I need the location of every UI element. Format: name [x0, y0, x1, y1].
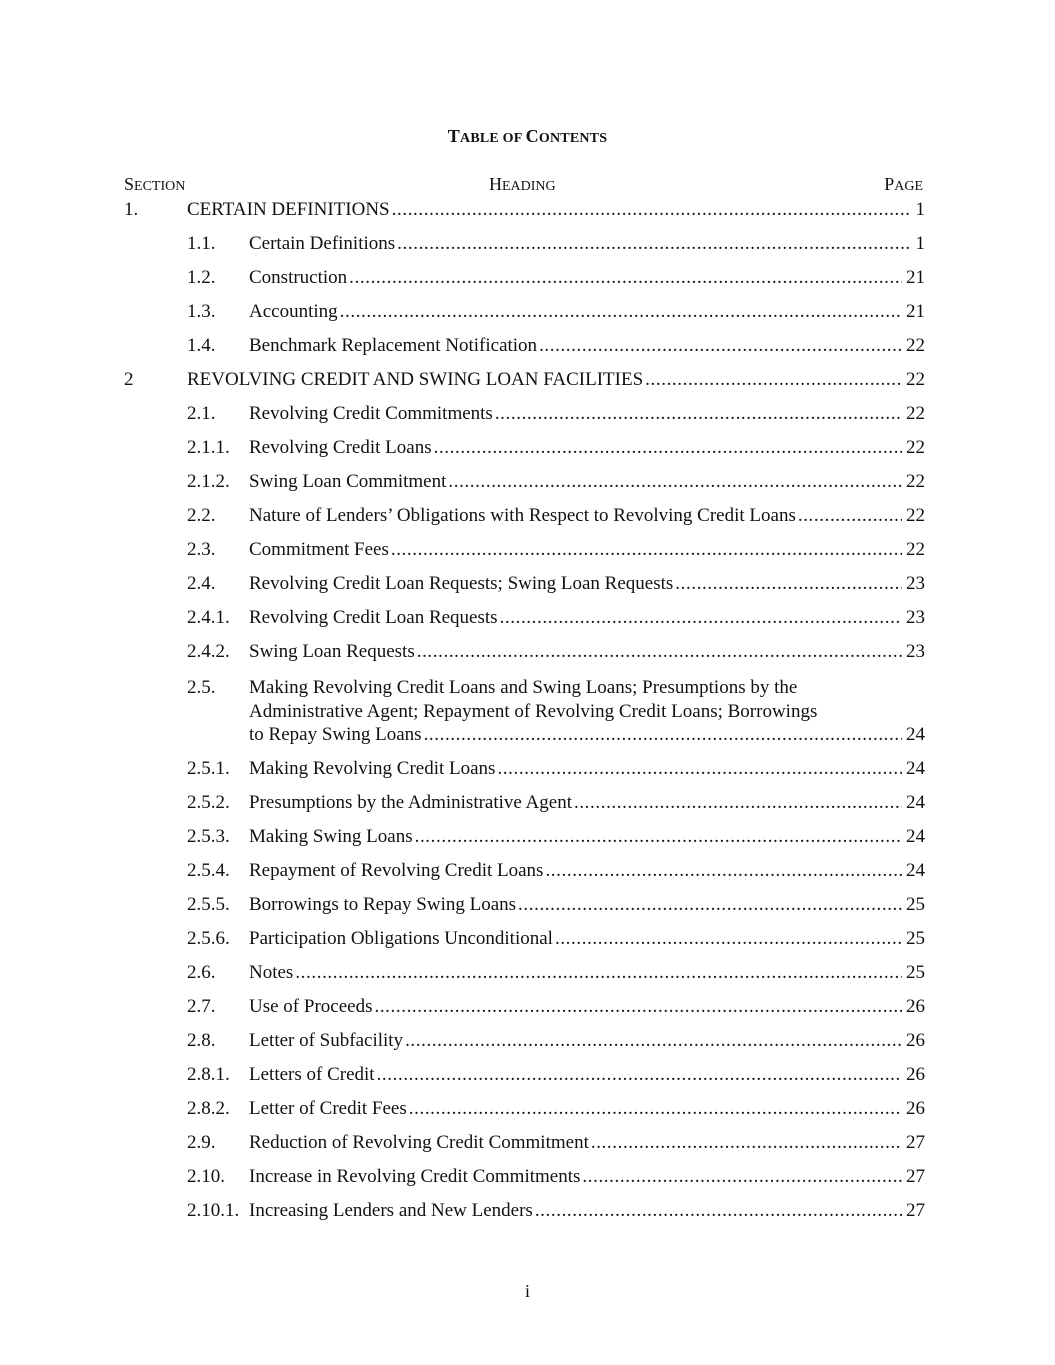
toc-entry-page: 27 — [906, 1200, 925, 1221]
toc-entry-heading: Swing Loan Commitment — [249, 469, 448, 495]
toc-entry-page: 26 — [906, 1064, 925, 1085]
toc-entry-number: 2.1.1. — [187, 437, 230, 458]
toc-entry-page: 22 — [906, 335, 925, 356]
toc-entry-2-10[interactable] — [0, 1164, 1055, 1190]
toc-entry-page: 22 — [906, 471, 925, 492]
toc-entry-page: 22 — [906, 369, 925, 390]
toc-leader-dots — [448, 469, 902, 495]
toc-entry-page: 26 — [906, 996, 925, 1017]
toc-entry-heading: REVOLVING CREDIT AND SWING LOAN FACILITIES — [187, 367, 645, 393]
toc-entry-2-2[interactable] — [0, 503, 1055, 529]
toc-leader-dots — [405, 1028, 902, 1054]
toc-entry-heading: Swing Loan Requests — [249, 639, 417, 665]
toc-entry-page: 25 — [906, 894, 925, 915]
toc-entry-2-1-2[interactable] — [0, 469, 1055, 495]
toc-entry-2-3[interactable] — [0, 537, 1055, 563]
column-header-section — [124, 174, 185, 195]
toc-entry-2-4-1[interactable] — [0, 605, 1055, 631]
toc-leader-dots — [391, 537, 902, 563]
toc-entry-number: 2.4.2. — [187, 641, 230, 662]
toc-entry-number: 2.9. — [187, 1132, 216, 1153]
toc-leader-dots — [518, 892, 902, 918]
toc-leader-dots — [798, 503, 902, 529]
toc-entry-2-5-6[interactable] — [0, 926, 1055, 952]
toc-entry-heading: Revolving Credit Commitments — [249, 401, 495, 427]
toc-entry-2-1-1[interactable] — [0, 435, 1055, 461]
toc-entry-number: 2.10.1. — [187, 1200, 240, 1221]
toc-entry-heading: Increase in Revolving Credit Commitments — [249, 1164, 582, 1190]
toc-entry-number: 2.5.4. — [187, 860, 230, 881]
toc-entry-number: 2.4.1. — [187, 607, 230, 628]
toc-entry-page: 26 — [906, 1030, 925, 1051]
toc-entry-2-5[interactable] — [0, 722, 1055, 748]
toc-entry-heading: Nature of Lenders’ Obligations with Respect to Revolving Credit Loans — [249, 503, 798, 529]
toc-entry-certain-definitions[interactable] — [0, 197, 1055, 223]
column-header-heading — [489, 174, 556, 195]
toc-entry-2-1[interactable] — [0, 401, 1055, 427]
toc-entry-number: 2.6. — [187, 962, 216, 983]
toc-entry-page: 24 — [906, 724, 925, 745]
title-rest-1: ABLE OF — [460, 131, 526, 146]
toc-entry-page: 23 — [906, 573, 925, 594]
toc-entry-2-5-line-1[interactable]: Making Revolving Credit Loans and Swing Loans; Presumptions by the — [249, 677, 798, 698]
toc-leader-dots — [582, 1164, 902, 1190]
title-initial-1: T — [447, 126, 461, 146]
toc-entry-number: 2.8.1. — [187, 1064, 230, 1085]
toc-entry-2-7[interactable] — [0, 994, 1055, 1020]
toc-entry-page: 24 — [906, 860, 925, 881]
toc-entry-page: 24 — [906, 826, 925, 847]
toc-entry-heading: Use of Proceeds — [249, 994, 374, 1020]
toc-leader-dots — [535, 1198, 902, 1224]
toc-leader-dots — [349, 265, 902, 291]
toc-entry-page: 22 — [906, 505, 925, 526]
title-rest-2: ONTENTS — [538, 131, 608, 146]
toc-entry-heading: Presumptions by the Administrative Agent — [249, 790, 574, 816]
toc-leader-dots — [555, 926, 902, 952]
toc-leader-dots — [539, 333, 902, 359]
toc-leader-dots — [574, 790, 902, 816]
toc-entry-heading: Notes — [249, 960, 295, 986]
toc-entry-page: 24 — [906, 792, 925, 813]
toc-entry-page: 22 — [906, 403, 925, 424]
toc-entry-page: 27 — [906, 1166, 925, 1187]
column-header-heading-initial: H — [489, 174, 502, 194]
toc-leader-dots — [409, 1096, 902, 1122]
column-header-page-rest: AGE — [894, 179, 923, 194]
toc-entry-number: 2.7. — [187, 996, 216, 1017]
toc-entry-2-5-4[interactable] — [0, 858, 1055, 884]
toc-entry-heading: Accounting — [249, 299, 340, 325]
toc-leader-dots — [424, 722, 902, 748]
toc-entry-heading: Benchmark Replacement Notification — [249, 333, 539, 359]
toc-entry-heading: Repayment of Revolving Credit Loans — [249, 858, 545, 884]
toc-entry-number: 1.3. — [187, 301, 216, 322]
toc-entry-number: 2.5.1. — [187, 758, 230, 779]
toc-entry-heading: Revolving Credit Loan Requests; Swing Loan Requests — [249, 571, 675, 597]
toc-entry-page: 22 — [906, 437, 925, 458]
toc-entry-number: 2.2. — [187, 505, 216, 526]
toc-entry-2-5-1[interactable] — [0, 756, 1055, 782]
toc-entry-number: 2.1. — [187, 403, 216, 424]
toc-entry-number: 2.5. — [187, 677, 216, 698]
toc-entry-number: 2.1.2. — [187, 471, 230, 492]
column-header-heading-rest: EADING — [502, 179, 556, 194]
toc-leader-dots — [434, 435, 902, 461]
toc-entry-number: 1. — [124, 199, 139, 220]
toc-entry-heading: CERTAIN DEFINITIONS — [187, 197, 392, 223]
toc-entry-heading: Commitment Fees — [249, 537, 391, 563]
toc-entry-2-8[interactable] — [0, 1028, 1055, 1054]
toc-entry-page: 23 — [906, 641, 925, 662]
toc-entry-heading: Revolving Credit Loan Requests — [249, 605, 500, 631]
toc-leader-dots — [675, 571, 902, 597]
column-header-page — [884, 174, 923, 195]
toc-leader-dots — [374, 994, 902, 1020]
toc-entry-heading: Reduction of Revolving Credit Commitment — [249, 1130, 591, 1156]
toc-entry-page: 22 — [906, 539, 925, 560]
toc-entry-1-3[interactable] — [0, 299, 1055, 325]
column-header-section-initial: S — [124, 174, 135, 194]
toc-entry-heading: to Repay Swing Loans — [249, 722, 424, 748]
toc-entry-2-9[interactable] — [0, 1130, 1055, 1156]
toc-entry-revolving-credit[interactable] — [0, 367, 1055, 393]
toc-entry-number: 2.4. — [187, 573, 216, 594]
toc-entry-number: 1.1. — [187, 233, 216, 254]
toc-entry-number: 2.8. — [187, 1030, 216, 1051]
toc-leader-dots — [415, 824, 902, 850]
toc-entry-heading: Letter of Subfacility — [249, 1028, 405, 1054]
toc-entry-2-5-line-2[interactable]: Administrative Agent; Repayment of Revolving Credit Loans; Borrowings — [249, 701, 818, 722]
toc-entry-heading: Increasing Lenders and New Lenders — [249, 1198, 535, 1224]
toc-entry-2-8-2[interactable] — [0, 1096, 1055, 1122]
toc-entry-page: 27 — [906, 1132, 925, 1153]
toc-leader-dots — [397, 231, 911, 257]
toc-entry-page: 25 — [906, 928, 925, 949]
toc-entry-page: 26 — [906, 1098, 925, 1119]
toc-leader-dots — [591, 1130, 902, 1156]
toc-entry-number: 2.5.2. — [187, 792, 230, 813]
toc-leader-dots — [495, 401, 902, 427]
toc-entry-heading: Letters of Credit — [249, 1062, 377, 1088]
toc-entry-page: 1 — [915, 199, 925, 220]
toc-leader-dots — [295, 960, 902, 986]
toc-entry-heading: Making Swing Loans — [249, 824, 415, 850]
column-header-page-initial: P — [884, 174, 895, 194]
toc-leader-dots — [500, 605, 902, 631]
toc-entry-2-5-5[interactable] — [0, 892, 1055, 918]
toc-entry-number: 2.10. — [187, 1166, 225, 1187]
toc-entry-number: 2.3. — [187, 539, 216, 560]
toc-leader-dots — [340, 299, 902, 325]
toc-entry-2-5-3[interactable] — [0, 824, 1055, 850]
toc-entry-1-1[interactable] — [0, 231, 1055, 257]
toc-entry-1-4[interactable] — [0, 333, 1055, 359]
toc-entry-number: 2.8.2. — [187, 1098, 230, 1119]
toc-entry-heading: Certain Definitions — [249, 231, 397, 257]
toc-entry-heading: Participation Obligations Unconditional — [249, 926, 555, 952]
toc-entry-heading: Revolving Credit Loans — [249, 435, 434, 461]
toc-entry-2-5-2[interactable] — [0, 790, 1055, 816]
toc-entry-page: 24 — [906, 758, 925, 779]
page-number: i — [524, 1281, 530, 1301]
toc-entry-2-10-1[interactable] — [0, 1198, 1055, 1224]
toc-entry-page: 1 — [915, 233, 925, 254]
toc-entry-heading: Making Revolving Credit Loans — [249, 756, 497, 782]
toc-entry-number: 2 — [124, 369, 134, 390]
toc-leader-dots — [497, 756, 902, 782]
toc-entry-number: 2.5.6. — [187, 928, 230, 949]
toc-leader-dots — [417, 639, 902, 665]
toc-entry-2-6[interactable] — [0, 960, 1055, 986]
toc-entry-number: 1.2. — [187, 267, 216, 288]
toc-entry-page: 25 — [906, 962, 925, 983]
toc-entry-2-4-2[interactable] — [0, 639, 1055, 665]
toc-entry-heading: Borrowings to Repay Swing Loans — [249, 892, 518, 918]
toc-leader-dots — [545, 858, 902, 884]
title-initial-2: C — [525, 126, 539, 146]
toc-entry-number: 2.5.5. — [187, 894, 230, 915]
toc-entry-2-8-1[interactable] — [0, 1062, 1055, 1088]
toc-entry-1-2[interactable] — [0, 265, 1055, 291]
toc-entry-heading: Letter of Credit Fees — [249, 1096, 409, 1122]
toc-entry-heading: Construction — [249, 265, 349, 291]
toc-leader-dots — [645, 367, 902, 393]
toc-entry-page: 21 — [906, 301, 925, 322]
toc-leader-dots — [392, 197, 912, 223]
page-title — [0, 126, 1055, 147]
column-header-section-rest: ECTION — [134, 179, 186, 194]
toc-entry-number: 1.4. — [187, 335, 216, 356]
toc-leader-dots — [377, 1062, 902, 1088]
toc-entry-page: 21 — [906, 267, 925, 288]
toc-entry-number: 2.5.3. — [187, 826, 230, 847]
toc-entry-2-4[interactable] — [0, 571, 1055, 597]
toc-entry-page: 23 — [906, 607, 925, 628]
